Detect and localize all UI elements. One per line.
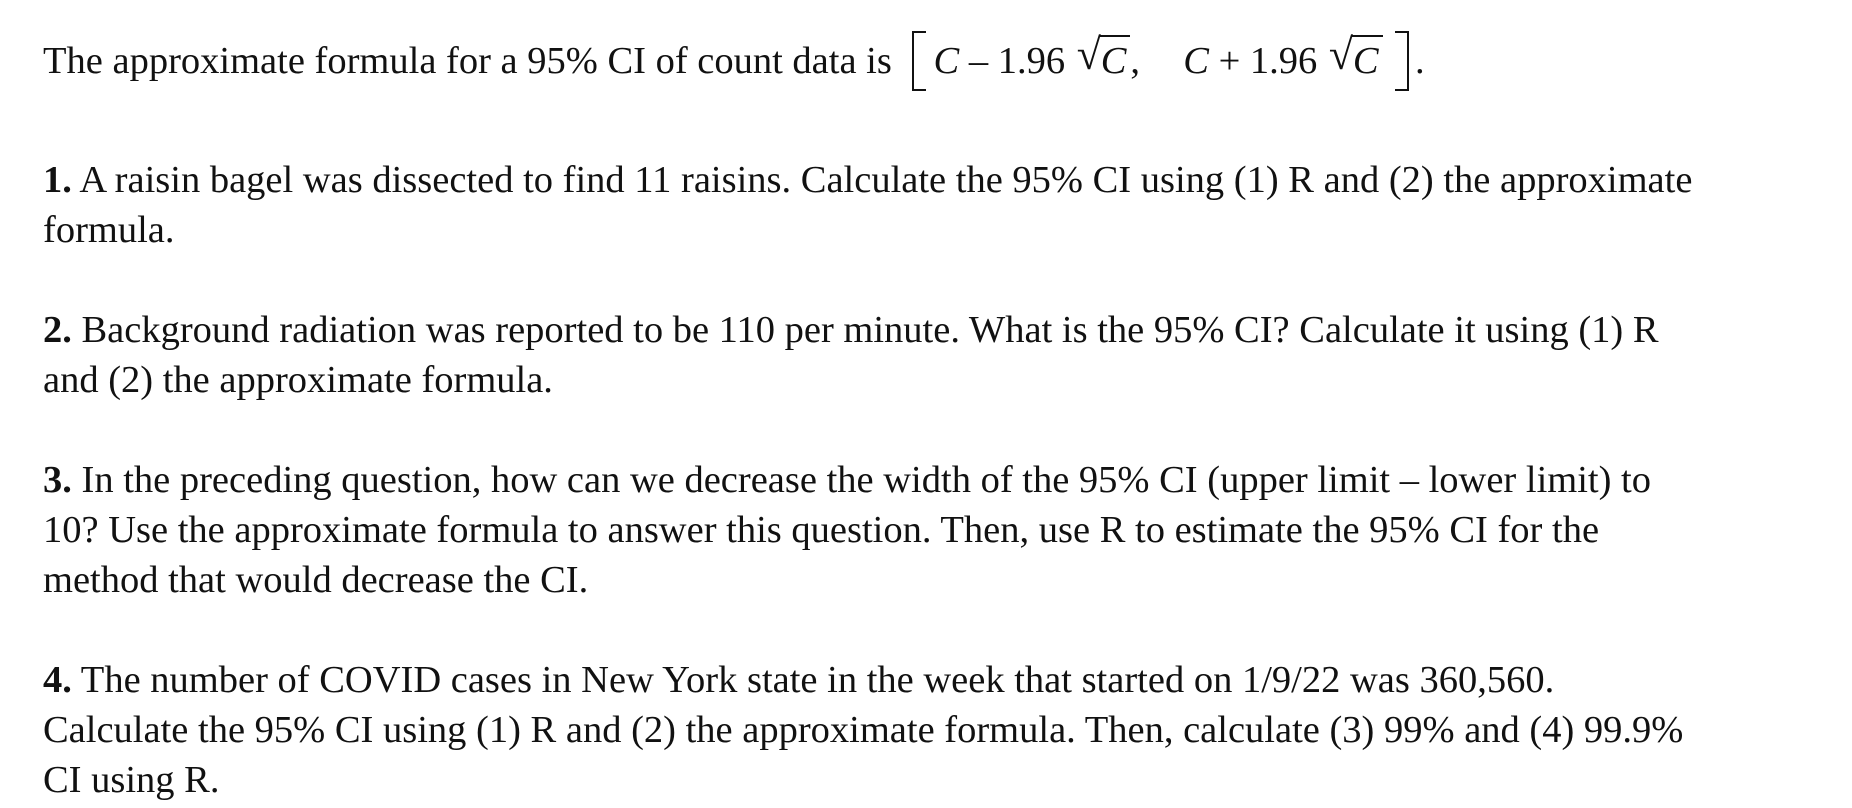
- question-line: [43, 655, 1833, 705]
- question-number: 2.: [43, 309, 72, 351]
- formula-body: [912, 25, 1425, 97]
- left-bracket: [912, 31, 926, 91]
- question-line: [43, 455, 1833, 505]
- formula-var: C: [933, 40, 960, 83]
- question-4: [43, 655, 1833, 805]
- question-line: formula.: [43, 209, 175, 251]
- formula-comma: ,: [1130, 40, 1140, 83]
- question-number: 3.: [43, 459, 72, 501]
- radical-sign-icon: √: [1328, 30, 1354, 80]
- formula-plus: + 1.96: [1218, 40, 1318, 83]
- formula-var-2: C: [1183, 40, 1209, 83]
- sqrt-symbol-2: [1329, 25, 1383, 97]
- question-number: 1.: [43, 159, 72, 201]
- question-text: In the preceding question, how can we decrease the width of the 95% CI (upper limit – lower limit) to: [71, 459, 1651, 501]
- question-text: A raisin bagel was dissected to find 11 raisins. Calculate the 95% CI using (1) R and (2) the approximate: [71, 159, 1693, 201]
- sqrt-symbol-1: [1077, 25, 1131, 97]
- intro-text: The approximate formula for a 95% CI of count data is: [43, 40, 892, 83]
- question-line: method that would decrease the CI.: [43, 559, 589, 601]
- ci-formula: [912, 25, 1425, 97]
- question-1: [43, 155, 1833, 255]
- question-3: [43, 455, 1833, 605]
- question-line: [43, 155, 1833, 205]
- radicand-2: C: [1351, 35, 1383, 85]
- question-line: [43, 305, 1833, 355]
- question-line: Calculate the 95% CI using (1) R and (2) the approximate formula. Then, calculate (3) 99% and (4) 99.9%: [43, 709, 1684, 751]
- right-bracket: [1395, 31, 1409, 91]
- question-number: 4.: [43, 659, 72, 701]
- formula-period: .: [1414, 40, 1425, 83]
- question-line: CI using R.: [43, 759, 220, 801]
- question-text: Background radiation was reported to be 110 per minute. What is the 95% CI? Calculate it using (1) R: [71, 309, 1659, 351]
- question-line: 10? Use the approximate formula to answer this question. Then, use R to estimate the 95% CI for the: [43, 509, 1600, 551]
- question-2: [43, 305, 1833, 405]
- question-text: The number of COVID cases in New York state in the week that started on 1/9/22 was 360,560.: [71, 659, 1555, 701]
- radical-sign-icon: √: [1076, 30, 1101, 80]
- question-line: and (2) the approximate formula.: [43, 359, 553, 401]
- radicand-1: C: [1099, 35, 1131, 85]
- formula-minus: – 1.96: [968, 40, 1066, 83]
- intro-paragraph: [43, 18, 1833, 98]
